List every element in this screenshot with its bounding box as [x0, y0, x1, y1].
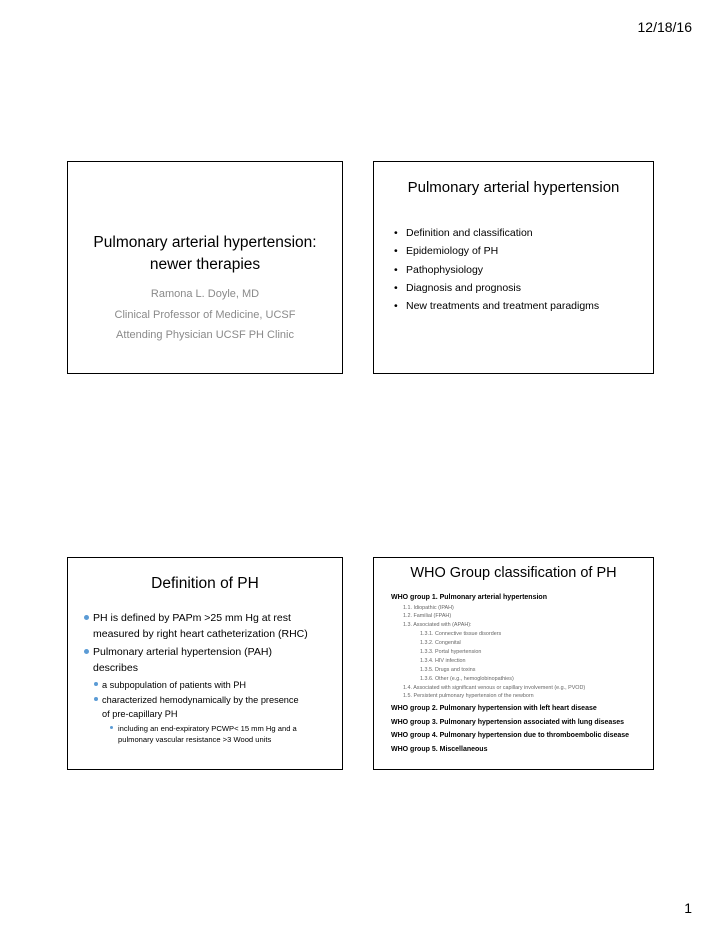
text-line: Pulmonary arterial hypertension (PAH): [93, 646, 272, 658]
list-item: 1.4. Associated with significant venous or capillary involvement (e.g., PVOD): [403, 684, 586, 691]
bullet-icon: [84, 649, 89, 654]
who-group-3: WHO group 3. Pulmonary hypertension associated with lung diseases: [391, 718, 624, 726]
list-item: 1.1. Idiopathic (IPAH): [403, 604, 454, 611]
list-item: 1.3.2. Congenital: [420, 640, 461, 647]
slide-title: [67, 161, 343, 374]
list-item: • Epidemiology of PH: [394, 242, 599, 260]
text-line: describes: [93, 662, 138, 674]
author-position: Clinical Professor of Medicine, UCSF: [114, 308, 296, 321]
bullet-icon: [84, 615, 89, 620]
list-item: 1.3.1. Connective tissue disorders: [420, 631, 502, 638]
list-item: 1.3.4. HIV infection: [420, 657, 466, 664]
who-group-5: WHO group 5. Miscellaneous: [391, 745, 488, 753]
list-item: 1.2. Familial (FPAH): [403, 613, 452, 620]
slide-heading: Definition of PH: [151, 575, 259, 592]
list-item: 1.3.6. Other (e.g., hemoglobinopathies): [420, 675, 514, 682]
list-item: 1.3.5. Drugs and toxins: [420, 666, 476, 673]
text-line: including an end-expiratory PCWP< 15 mm Hg and a: [118, 724, 297, 733]
text-line: a subpopulation of patients with PH: [102, 680, 247, 690]
author-affiliation: Attending Physician UCSF PH Clinic: [116, 329, 294, 341]
author-name: Ramona L. Doyle, MD: [150, 288, 260, 300]
text-line: pulmonary vascular resistance >3 Wood units: [118, 735, 272, 744]
slide-heading: Pulmonary arterial hypertension: [407, 179, 620, 196]
text-line: characterized hemodynamically by the presence: [102, 695, 299, 705]
bullet-icon: [94, 682, 98, 686]
list-item: • New treatments and treatment paradigms: [394, 297, 599, 315]
list-item: • Pathophysiology: [394, 261, 599, 279]
title-line-1: Pulmonary arterial hypertension:: [93, 234, 317, 251]
who-group-1: WHO group 1. Pulmonary arterial hypertension: [391, 594, 547, 601]
list-item: [84, 644, 343, 676]
text-line: of pre-capillary PH: [102, 709, 178, 719]
list-item: [84, 610, 343, 642]
list-item: 1.3. Associated with (APAH):: [403, 622, 472, 629]
list-item: • Definition and classification: [394, 224, 599, 242]
slide-title-heading: [68, 232, 342, 276]
slide-heading: WHO Group classification of PH: [410, 565, 617, 581]
slide-definition: [67, 557, 343, 770]
author-block: [68, 284, 342, 346]
list-item: [110, 723, 343, 745]
list-item: 1.5. Persistent pulmonary hypertension of the newborn: [403, 693, 534, 700]
title-line-2: newer therapies: [149, 256, 261, 273]
text-line: PH is defined by PAPm >25 mm Hg at rest: [93, 612, 291, 624]
bullet-icon: [110, 726, 113, 729]
bullet-icon: [94, 697, 98, 701]
text-line: measured by right heart catheterization (RHC): [93, 628, 308, 640]
handout-date: 12/18/16: [637, 19, 692, 35]
who-group-2: WHO group 2. Pulmonary hypertension with left heart disease: [391, 705, 597, 713]
slide-outline: [373, 161, 654, 374]
list-item: 1.3.3. Portal hypertension: [420, 648, 482, 655]
outline-list: [394, 224, 599, 315]
page-number: 1: [684, 900, 692, 916]
who-group-4: WHO group 4. Pulmonary hypertension due to thromboembolic disease: [391, 732, 630, 740]
list-item: [94, 678, 343, 692]
slide-who-classification: [373, 557, 654, 770]
list-item: • Diagnosis and prognosis: [394, 279, 599, 297]
list-item: [94, 693, 343, 721]
who-classification-list: [391, 592, 647, 755]
